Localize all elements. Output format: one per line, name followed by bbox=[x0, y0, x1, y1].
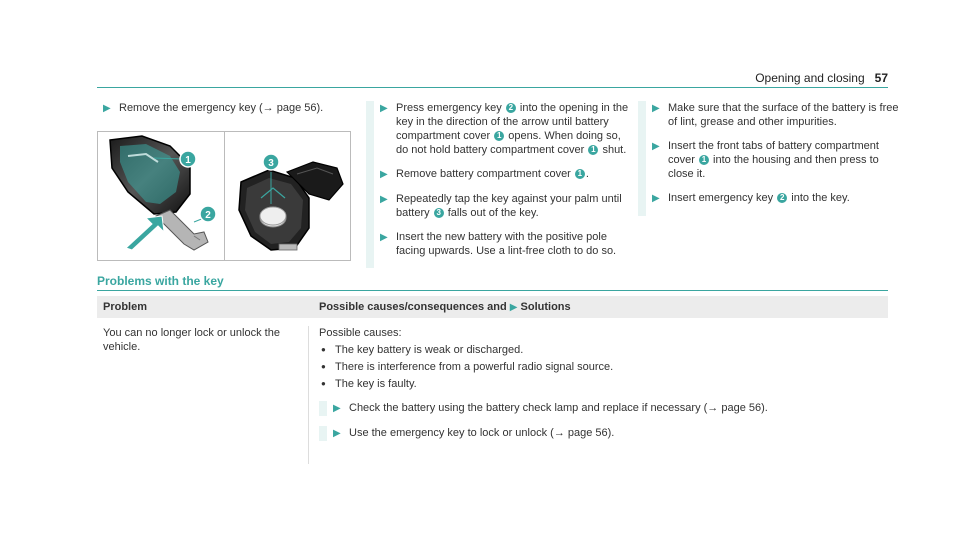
section-title: Problems with the key bbox=[97, 274, 224, 288]
step-arrow-icon: ▶ bbox=[652, 193, 660, 204]
list-item: ● There is interference from a powerful radio signal source. bbox=[321, 361, 614, 373]
solution-check-battery: ▶ Check the battery using the battery check lamp and replace if necessary (→ page 56). bbox=[319, 401, 888, 416]
step-arrow-icon: ▶ bbox=[333, 403, 341, 414]
step-arrow-icon: ▶ bbox=[333, 428, 341, 439]
page-number: 57 bbox=[874, 71, 888, 85]
list-item: ● The key battery is weak or discharged. bbox=[321, 344, 524, 356]
figure-panel-battery bbox=[224, 132, 351, 260]
svg-text:2: 2 bbox=[205, 210, 211, 221]
step-arrow-icon: ▶ bbox=[380, 169, 388, 180]
direction-arrow-icon bbox=[126, 216, 164, 250]
solution-emergency-key: ▶ Use the emergency key to lock or unlock (→ page 56). bbox=[319, 426, 888, 441]
step-arrow-icon: ▶ bbox=[380, 194, 388, 205]
causes-label: Possible causes: bbox=[319, 327, 402, 339]
header-problem: Problem bbox=[103, 301, 148, 313]
list-item: ● The key is faulty. bbox=[321, 378, 417, 390]
step-tap-key: ▶ Repeatedly tap the key against your palm until battery 3 falls out of the key. bbox=[374, 192, 634, 220]
bullet-icon: ● bbox=[321, 362, 326, 371]
badge-1: 1 bbox=[575, 169, 585, 179]
table-header bbox=[97, 296, 888, 318]
header-text bbox=[755, 71, 888, 85]
badge-1: 1 bbox=[588, 145, 598, 155]
badge-2: 2 bbox=[777, 193, 787, 203]
key-body bbox=[110, 136, 190, 214]
badge-2: 2 bbox=[506, 103, 516, 113]
step-insert-tabs: ▶ Insert the front tabs of battery compartment cover 1 into the housing and then press to close it. bbox=[646, 139, 906, 181]
bullet-icon: ● bbox=[321, 379, 326, 388]
section-name: Opening and closing bbox=[755, 71, 865, 85]
badge-1: 1 bbox=[699, 155, 709, 165]
table-row bbox=[97, 318, 888, 464]
page-link[interactable]: page 56). bbox=[273, 102, 324, 114]
section-divider bbox=[97, 290, 888, 291]
step-insert-battery: ▶ Insert the new battery with the positive pole facing upwards. Use a lint-free cloth to do so. bbox=[374, 230, 634, 258]
callout-2-icon bbox=[194, 206, 216, 222]
arrow-icon: ▶ bbox=[509, 302, 518, 313]
badge-3: 3 bbox=[434, 208, 444, 218]
step-insert-key: ▶ Insert emergency key 2 into the key. bbox=[646, 191, 906, 206]
header-causes: Possible causes/consequences and ▶ Solutions bbox=[319, 301, 571, 313]
column-1 bbox=[97, 101, 352, 126]
step-arrow-icon: ▶ bbox=[652, 141, 660, 152]
problem-cell bbox=[97, 326, 309, 464]
key-figure bbox=[97, 131, 351, 261]
step-arrow-icon: ▶ bbox=[652, 103, 660, 114]
step-remove-key: ▶ Remove the emergency key (→ page 56). bbox=[97, 101, 352, 116]
page-link[interactable]: page 56). bbox=[564, 427, 615, 439]
svg-text:3: 3 bbox=[267, 158, 274, 169]
problem-text: You can no longer lock or unlock the vehicle. bbox=[103, 327, 280, 353]
svg-text:1: 1 bbox=[185, 155, 191, 166]
column-3 bbox=[638, 101, 906, 216]
problems-table bbox=[97, 296, 888, 464]
page-header bbox=[97, 67, 888, 88]
causes-cell bbox=[309, 326, 888, 464]
page-link[interactable]: page 56). bbox=[718, 402, 768, 414]
bullet-icon: ● bbox=[321, 345, 326, 354]
ref-arrow-icon: → bbox=[707, 402, 719, 414]
step-remove-cover: ▶ Remove battery compartment cover 1 . bbox=[374, 167, 634, 182]
step-arrow-icon: ▶ bbox=[380, 103, 388, 114]
step-press-key: ▶ Press emergency key 2 into the opening in the key in the direction of the arrow until battery compartment cover 1 opens. When doing so, do not hold battery compartment cover 1 shut. bbox=[374, 101, 634, 157]
column-2 bbox=[366, 101, 634, 268]
key-illustration bbox=[98, 132, 223, 260]
ref-arrow-icon: → bbox=[553, 427, 565, 439]
battery-illustration bbox=[225, 132, 350, 260]
step-arrow-icon: ▶ bbox=[380, 232, 388, 243]
figure-panel-key bbox=[98, 132, 224, 260]
badge-1: 1 bbox=[494, 131, 504, 141]
step-check-surface: ▶ Make sure that the surface of the battery is free of lint, grease and other impurities. bbox=[646, 101, 906, 129]
step-arrow-icon: ▶ bbox=[103, 103, 111, 114]
ref-arrow-icon: → bbox=[262, 102, 274, 114]
